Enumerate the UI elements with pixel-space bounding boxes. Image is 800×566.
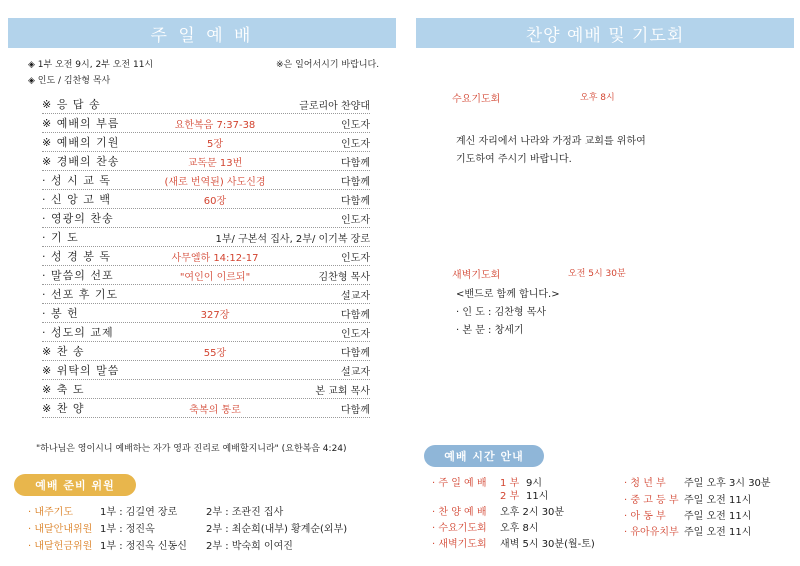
order-item-name: ※ 경배의 찬송 — [42, 155, 120, 168]
order-item-leader: 다함께 — [341, 177, 370, 188]
order-item-leader: 설교자 — [341, 291, 370, 302]
order-item-name: ※ 축 도 — [42, 383, 85, 396]
wednesday-text-1: 계신 자리에서 나라와 가정과 교회를 위하여 — [456, 136, 646, 147]
order-item-leader: 설교자 — [341, 367, 370, 378]
standing-note: ※은 일어서시기 바랍니다. — [276, 60, 380, 70]
order-row — [42, 189, 370, 209]
order-item-name: ※ 응 답 송 — [42, 98, 101, 111]
schedule-label: · 중 고 등 부 — [624, 495, 679, 506]
order-item-name: · 영광의 찬송 — [42, 212, 114, 225]
committee-role: · 내달헌금위원 — [28, 541, 93, 552]
schedule-row — [432, 474, 612, 488]
schedule-row — [432, 487, 612, 501]
order-row — [42, 94, 370, 114]
schedule-time: 새벽 5시 30분(월-토) — [500, 539, 595, 550]
committee-role: · 내주기도 — [28, 507, 73, 518]
schedule-row — [624, 491, 794, 505]
committee-row — [28, 537, 388, 551]
order-item-detail: 축복의 통로 — [189, 405, 241, 416]
order-item-leader: 1부/ 구본석 집사, 2부/ 이기복 장로 — [215, 234, 370, 245]
order-item-name: · 선포 후 기도 — [42, 288, 119, 301]
order-item-name: · 성 경 봉 독 — [42, 250, 111, 263]
dawn-text: · 본 문 : 창세기 — [456, 325, 524, 336]
order-item-name: ※ 예배의 부름 — [42, 117, 120, 130]
order-item-detail: 60장 — [203, 196, 227, 207]
schedule-label: · 찬 양 예 배 — [432, 507, 487, 518]
right-title: 찬양 예배 및 기도회 — [525, 25, 685, 46]
order-item-leader: 다함께 — [341, 405, 370, 416]
order-item-name: · 성 시 교 독 — [42, 174, 111, 187]
order-item-detail: (새로 번역된) 사도신경 — [164, 177, 266, 188]
schedule-time: 11시 — [526, 491, 549, 502]
dawn-band-note: <밴드로 함께 합니다.> — [456, 289, 560, 300]
order-row — [42, 360, 370, 380]
schedule-row — [624, 474, 794, 488]
order-item-leader: 다함께 — [341, 348, 370, 359]
schedule-title: 예배 시간 안내 — [444, 450, 524, 463]
schedule-row — [432, 519, 612, 533]
order-item-name: · 신 앙 고 백 — [42, 193, 111, 206]
schedule-title-pill — [424, 445, 544, 467]
order-item-leader: 다함께 — [341, 158, 370, 169]
schedule-label: · 청 년 부 — [624, 478, 666, 489]
schedule-time: 주일 오전 11시 — [684, 495, 752, 506]
schedule-label: · 유아유치부 — [624, 527, 679, 538]
schedule-row — [624, 507, 794, 521]
order-row — [42, 227, 370, 247]
order-row — [42, 379, 370, 399]
order-item-detail: 사무엘하 14:12-17 — [171, 253, 259, 264]
order-row — [42, 284, 370, 304]
order-item-leader: 본 교회 목사 — [315, 386, 370, 397]
order-item-name: · 말씀의 선포 — [42, 269, 114, 282]
wednesday-time: 오후 8시 — [580, 93, 615, 103]
order-row — [42, 208, 370, 228]
scripture-quote: "하나님은 영이시니 예배하는 자가 영과 진리로 예배할지니라" (요한복음 4:24) — [36, 444, 347, 454]
committee-second: 2부 : 박숙희 이여진 — [206, 541, 293, 552]
order-item-detail: 55장 — [203, 348, 227, 359]
schedule-row — [432, 503, 612, 517]
schedule-time: 주일 오후 3시 30분 — [684, 478, 771, 489]
schedule-time: 오후 8시 — [500, 523, 539, 534]
committee-title-pill — [14, 474, 136, 496]
order-item-name: ※ 찬 송 — [42, 345, 85, 358]
left-title: 주 일 예 배 — [150, 25, 254, 46]
committee-row — [28, 520, 388, 534]
service-leader: ◈ 인도 / 김찬형 목사 — [28, 76, 111, 86]
dawn-label: 새벽기도회 — [452, 270, 501, 281]
wednesday-text-2: 기도하여 주시기 바랍니다. — [456, 154, 572, 165]
schedule-label: · 아 동 부 — [624, 511, 666, 522]
schedule-time: 9시 — [526, 478, 543, 489]
schedule-time: 주일 오전 11시 — [684, 527, 752, 538]
order-item-detail: 5장 — [206, 139, 224, 150]
schedule-code: 2 부 — [500, 491, 520, 502]
schedule-code: 1 부 — [500, 478, 520, 489]
order-row — [42, 246, 370, 266]
dawn-time: 오전 5시 30분 — [568, 269, 626, 279]
order-item-leader: 글로리아 찬양대 — [299, 101, 370, 112]
order-item-name: · 성도의 교제 — [42, 326, 114, 339]
order-item-name: ※ 위탁의 말씀 — [42, 364, 120, 377]
committee-second: 2부 : 조관진 집사 — [206, 507, 284, 518]
order-row — [42, 132, 370, 152]
left-title-banner — [8, 18, 396, 48]
committee-row — [28, 503, 388, 517]
committee-second: 2부 : 최순희(내부) 황계순(외부) — [206, 524, 348, 535]
order-item-leader: 인도자 — [341, 253, 370, 264]
order-item-leader: 인도자 — [341, 329, 370, 340]
committee-title: 예배 준비 위원 — [35, 479, 115, 492]
order-row — [42, 113, 370, 133]
order-item-detail: 요한복음 7:37-38 — [174, 120, 256, 131]
order-item-leader: 김찬형 목사 — [318, 272, 370, 283]
schedule-row — [624, 523, 794, 537]
committee-role: · 내달안내위원 — [28, 524, 93, 535]
schedule-label: · 새벽기도회 — [432, 539, 487, 550]
order-item-name: · 기 도 — [42, 231, 79, 244]
order-item-detail: "여인이 이르되" — [179, 272, 251, 283]
committee-first: 1부 : 정진옥 신동신 — [100, 541, 187, 552]
order-item-leader: 인도자 — [341, 139, 370, 150]
order-row — [42, 151, 370, 171]
dawn-leader: · 인 도 : 김찬형 목사 — [456, 307, 547, 318]
order-item-detail: 교독문 13번 — [187, 158, 243, 169]
order-row — [42, 322, 370, 342]
schedule-label: · 주 일 예 배 — [432, 478, 487, 489]
order-item-name: ※ 찬 양 — [42, 402, 85, 415]
order-item-name: ※ 예배의 기원 — [42, 136, 120, 149]
order-item-name: · 봉 헌 — [42, 307, 79, 320]
right-title-banner — [416, 18, 794, 48]
schedule-label: · 수요기도회 — [432, 523, 487, 534]
order-row — [42, 170, 370, 190]
schedule-time: 오후 2시 30분 — [500, 507, 565, 518]
committee-first: 1부 : 정진옥 — [100, 524, 155, 535]
order-row — [42, 341, 370, 361]
order-row — [42, 398, 370, 418]
order-item-leader: 인도자 — [341, 215, 370, 226]
schedule-row — [432, 535, 612, 549]
order-item-detail: 327장 — [200, 310, 230, 321]
order-row — [42, 265, 370, 285]
wednesday-label: 수요기도회 — [452, 94, 501, 105]
committee-first: 1부 : 김길연 장로 — [100, 507, 178, 518]
order-item-leader: 다함께 — [341, 310, 370, 321]
order-item-leader: 다함께 — [341, 196, 370, 207]
order-item-leader: 인도자 — [341, 120, 370, 131]
schedule-time: 주일 오전 11시 — [684, 511, 752, 522]
order-row — [42, 303, 370, 323]
service-times: ◈ 1부 오전 9시, 2부 오전 11시 — [28, 60, 154, 70]
